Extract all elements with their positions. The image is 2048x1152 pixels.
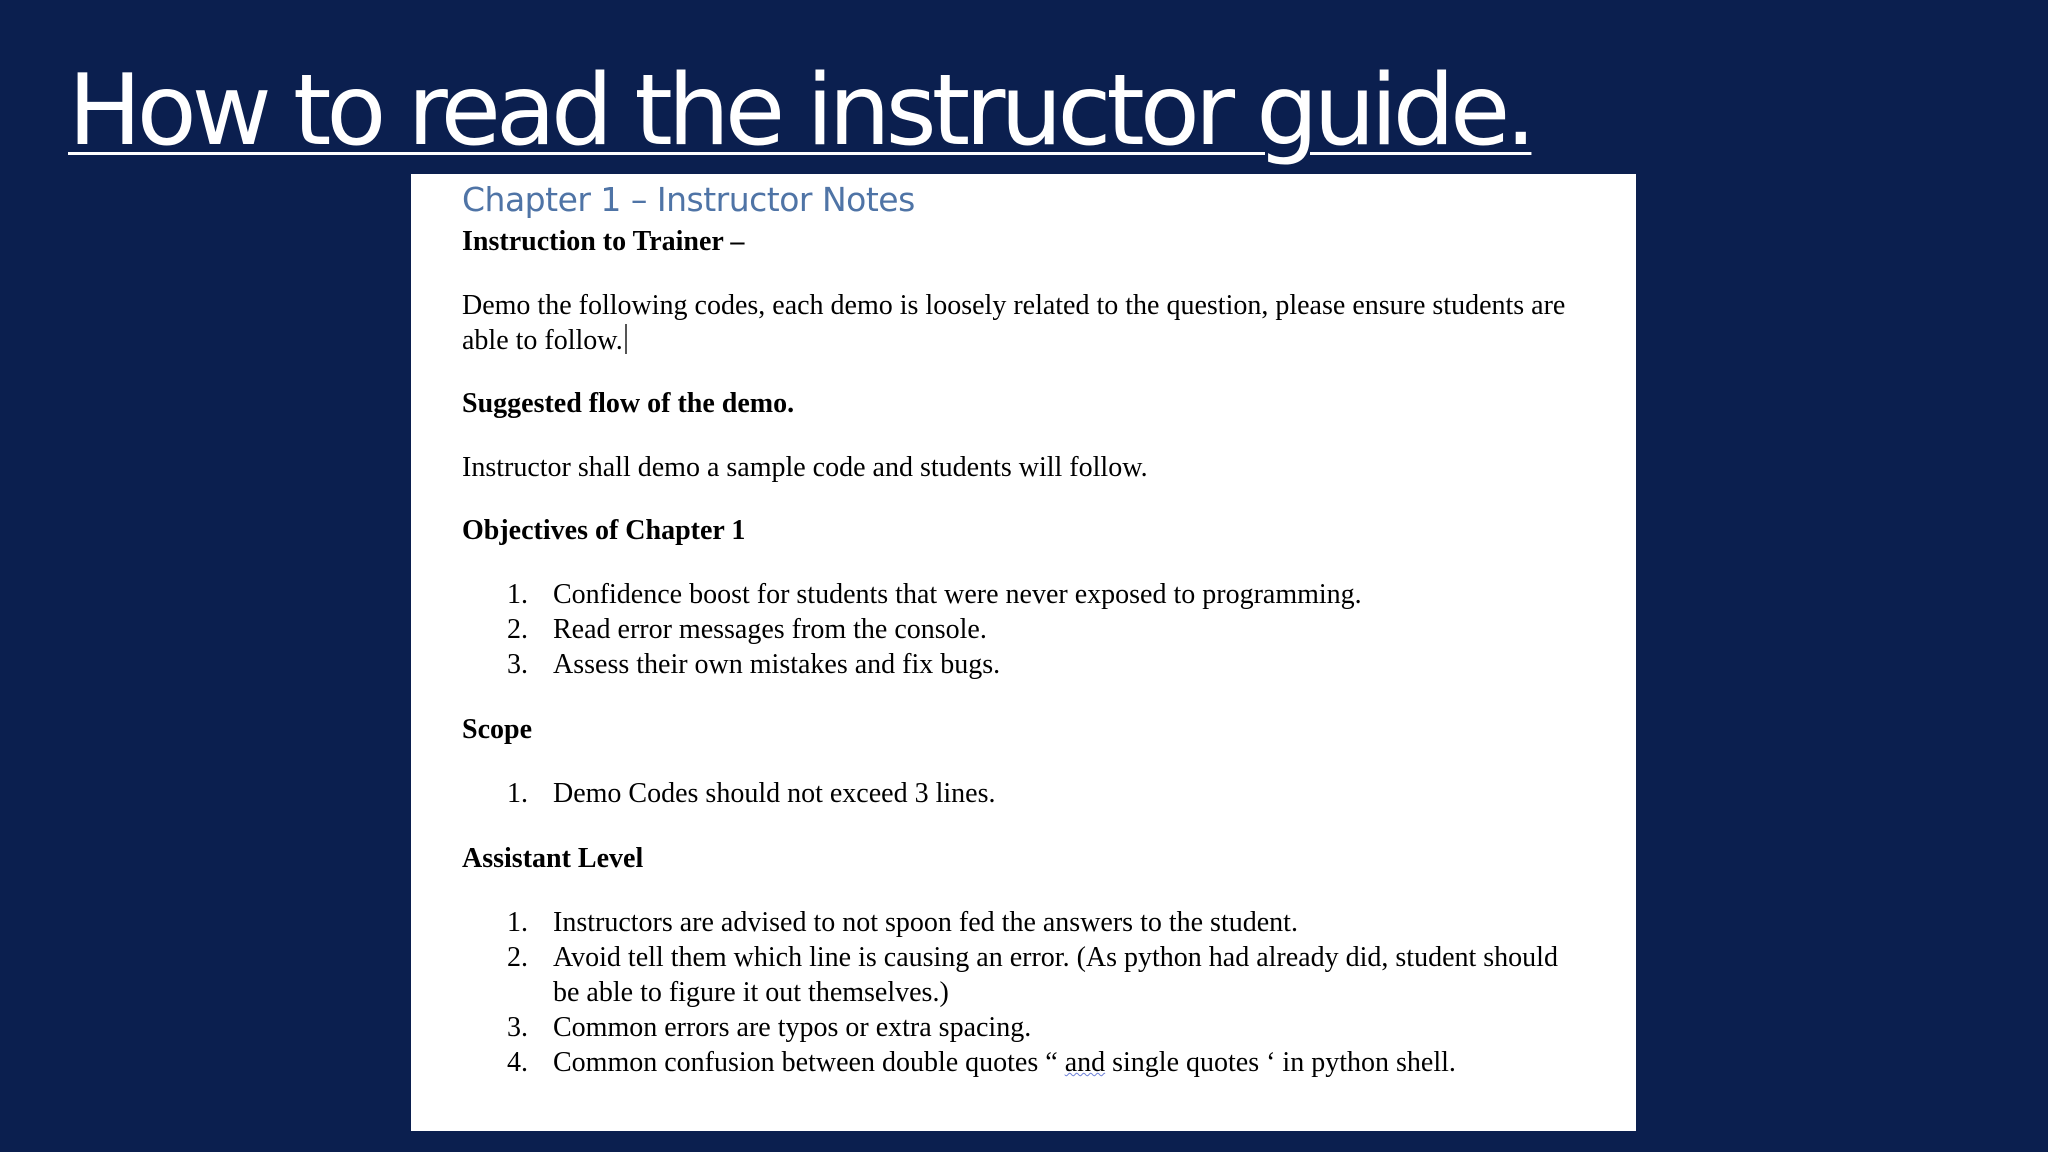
list-number: 2. (507, 614, 528, 645)
list-text: Demo Codes should not exceed 3 lines. (553, 778, 996, 809)
list-item (462, 647, 1562, 682)
list-number: 1. (507, 778, 528, 809)
scope-label: Scope (462, 714, 532, 745)
list-text: single quotes ‘ in python shell. (1105, 1047, 1456, 1078)
list-text: Avoid tell them which line is causing an error. (As python had already did, student should be able to figure it out themselves.) (553, 942, 1558, 1008)
list-item (462, 577, 1562, 612)
slide-title: How to read the instructor guide. (68, 54, 1532, 168)
spellcheck-word: and (1064, 1047, 1106, 1078)
list-item (462, 612, 1562, 647)
list-text: Common errors are typos or extra spacing. (553, 1012, 1032, 1043)
list-number: 4. (507, 1047, 528, 1078)
list-number: 3. (507, 649, 528, 680)
scope-list (462, 776, 1562, 811)
list-item (462, 776, 1562, 811)
list-text: Common confusion between double quotes “ (553, 1047, 1065, 1078)
list-text: Instructors are advised to not spoon fed the answers to the student. (553, 907, 1298, 938)
demo-paragraph (462, 288, 1612, 358)
list-text: Assess their own mistakes and fix bugs. (553, 649, 1001, 680)
list-number: 1. (507, 579, 528, 610)
suggested-flow-label: Suggested flow of the demo. (462, 388, 795, 419)
instructor-notes-document (411, 174, 1636, 1131)
instruction-label: Instruction to Trainer – (462, 226, 745, 257)
list-number: 3. (507, 1012, 528, 1043)
document-heading: Chapter 1 – Instructor Notes (462, 180, 915, 219)
flow-text: Instructor shall demo a sample code and students will follow. (462, 452, 1148, 483)
list-item (462, 940, 1562, 1010)
text-cursor (625, 324, 627, 354)
list-number: 1. (507, 907, 528, 938)
list-number: 2. (507, 942, 528, 973)
list-text: Read error messages from the console. (553, 614, 987, 645)
assistant-level-label: Assistant Level (462, 843, 644, 874)
list-item (462, 1010, 1562, 1045)
assistant-list (462, 905, 1562, 1080)
demo-text: Demo the following codes, each demo is loosely related to the question, please ensure students are able to follow. (462, 290, 1566, 356)
objectives-list (462, 577, 1562, 682)
list-text: Confidence boost for students that were never exposed to programming. (553, 579, 1362, 610)
list-item (462, 1045, 1562, 1080)
list-item (462, 905, 1562, 940)
objectives-label: Objectives of Chapter 1 (462, 515, 746, 546)
